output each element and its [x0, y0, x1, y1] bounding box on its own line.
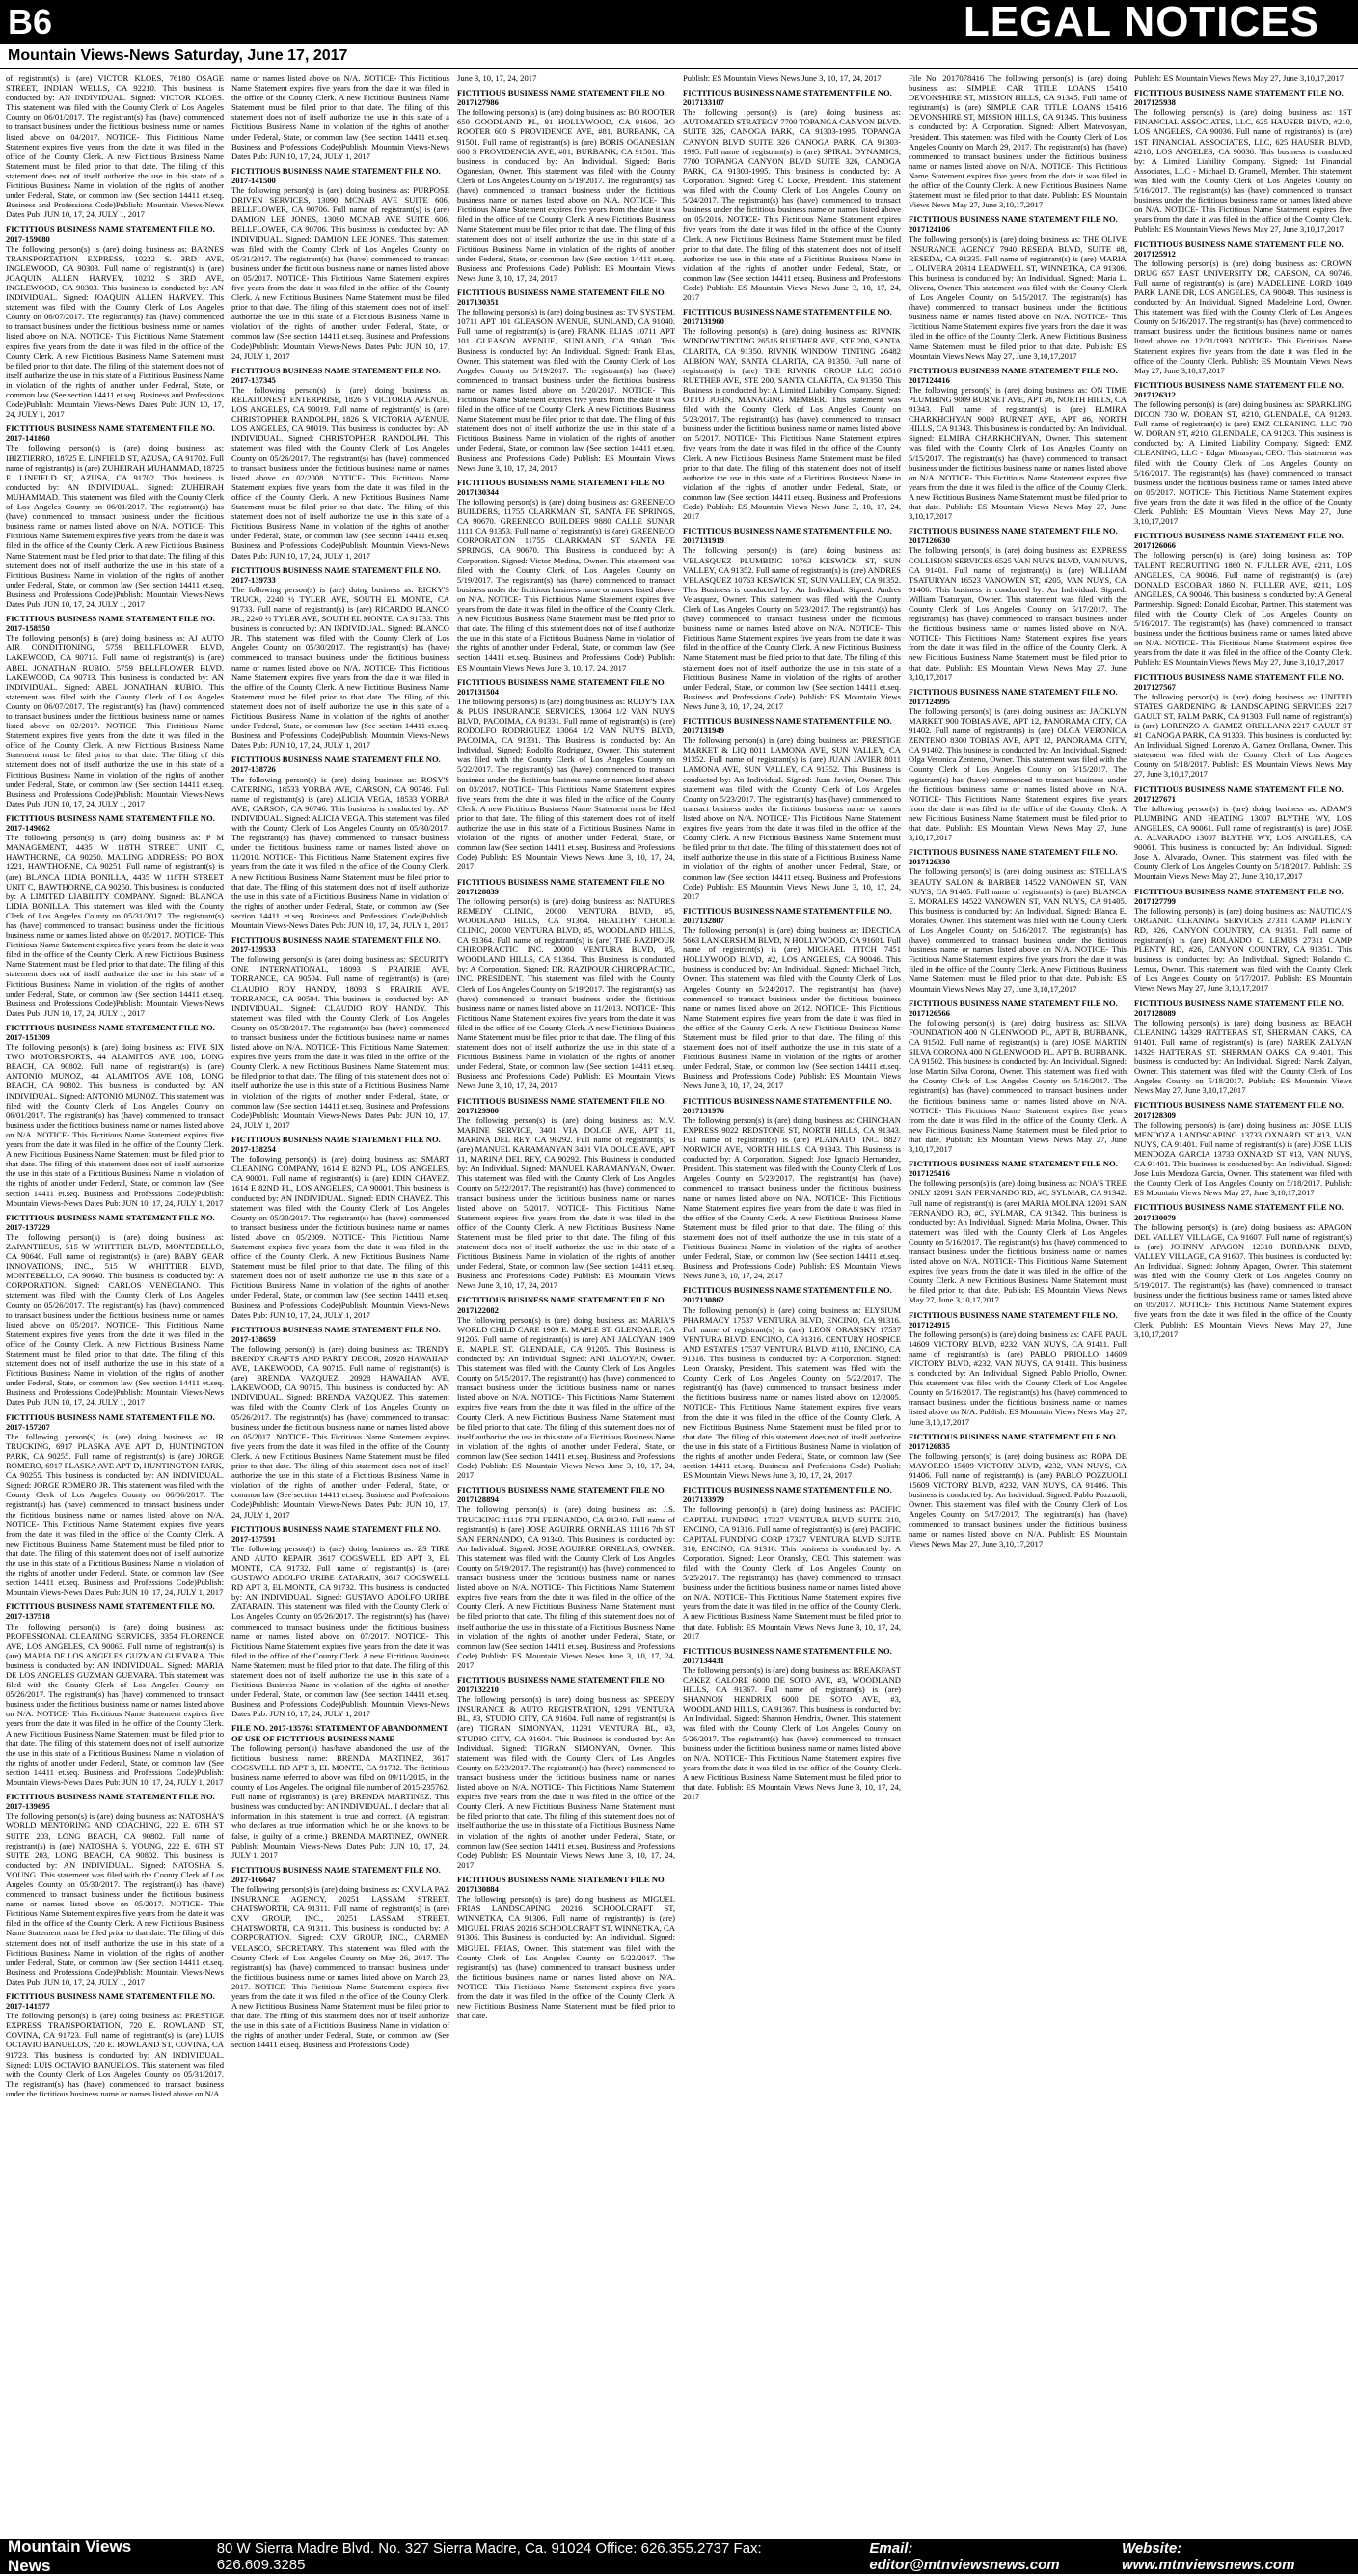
notice-body: The following person(s) is (are) doing business as: PROFESSIONAL CLEANING SERVICES, 3354 FLORENCE AVE, LOS ANGELES, CA 90063. Full name of registrant(s) is (are) MARIA DE LOS ANGELES GUZMAN GUEVARA. This business is conducted by: AN INDIVIDUAL. Signed: MARIA DE LOS ANGELES GUZMAN GUEVARA. This statement was filed with the County Clerk of Los Angeles County on 05/26/2017. The registrant(s) has (have) commenced to transact business under the fictitious business name or names listed above on N/A. NOTICE- This Fictitious Name Statement expires five years from the date it was filed in the office of the County Clerk. A new Fictitious Business Name Statement must be filed prior to that date. The filing of this statement does not of itself authorize the use in this state of a Fictitious Business Name in violation of the rights of another under Federal, State, or common law (See section 14411 et.seq. Business and Professions Code)Publish: Mountain Views-News Dates Pub: JUN 10, 17, 24, JULY 1, 2017	[6, 1621, 224, 1788]
legal-notice	[683, 73, 901, 83]
legal-notice	[457, 1295, 675, 1480]
legal-notice	[231, 366, 449, 561]
notice-body: June 3, 10, 17, 24, 2017	[457, 73, 537, 83]
notice-body: The following person(s) is (are) doing business as: ZS TIRE AND AUTO REPAIR, 3617 COGSWELL RD APT 3, EL MONTE, CA 91732. Full name of registrant(s) is (are) GUSTAVO ADOLFO URIBE ZATARAIN, 3617 COGSWELL RD APT 3, EL MONTE, CA 91732. This business is conducted by: AN INDIVIDUAL. Signed: GUSTAVO ADOLFO URIBE ZATARAIN. This statement was filed with the County Clerk of Los Angeles County on 05/26/2017. The registrant(s) has (have) commenced to transact business under the fictitious business name or names listed above on 07/2017. NOTICE- This Fictitious Name Statement expires five years from the date it was filed in the office of the County Clerk. A new Fictitious Business Name Statement must be filed prior to that date. The filing of this statement does not of itself authorize the use in this state of a Fictitious Business Name in violation of the rights of another under Federal, State, or common law (See section 14411 et.seq. Business and Professions Code)Publish: Mountain Views-News Dates Pub: JUN 10, 17, 24, JULY 1, 2017	[231, 1543, 449, 1719]
legal-notice	[231, 73, 449, 161]
notice-body: The following person(s) is (are) doing business as: MIGUEL FRIAS LANDSCAPING 20216 SCHOOLCRAFT ST, WINNETKA, CA 91306. Full name of registrant(s) is (are) MIGUEL FRIAS 20216 SCHOOLCRAFT ST, WINNETKA, CA 91306. This Business is conducted by: An Individual. Signed: MIGUEL FRIAS, Owner. This statement was filed with the County Clerk of Los Angeles County on 5/22/2017. The registrant(s) has (have) commenced to transact business under the fictitious business name or names listed above on N/A. NOTICE- This Fictitious Name Statement expires five years from the date it was filed in the office of the County Clerk. A new Fictitious Business Name Statement must be filed prior to that date.	[457, 1894, 675, 2021]
notice-body: The following person(s) is (are) doing business as: SPEEDY INSURANCE & AUTO REGISTRATION, 1291 VENTURA BL, #3, STUDIO CITY, CA 91604. Full name of registrant(s) is (are) TIGRAN SIMONYAN, 11291 VENTURA BL, #3, STUDIO CITY, CA 91604. This Business is conducted by: An Individual. Signed: TIGRAN SIMONYAN, Owner. This statement was filed with the County Clerk of Los Angeles County on 5/23/2017. The registrant(s) has (have) commenced to transact business under the fictitious business name or names listed above on N/A. NOTICE- This Fictitious Name Statement expires five years from the date it was filed in the office of the County Clerk. A new Fictitious Business Name Statement must be filed prior to that date. The filing of this statement does not of itself authorize the use in this state of a Fictitious Business Name in violation of the rights of another under Federal, State, or common law (See section 14411 et.seq. Business and Professions Code) Publish: ES Mountain Views News June 3, 10, 17, 24, 2017	[457, 1694, 675, 1870]
notice-body: The following person(s) is (are) doing business as: PACIFIC CAPITAL FUNDING 17327 VENTURA BLVD SUITE 310, ENCINO, CA 91316. Full name of registrant(s) is (are) PACIFIC CAPITAL FUNDING CORP 17327 VENTURA BLVD SUITE 310, ENCINO, CA 91316. This business is conducted by: A Corporation. Signed: Leon Oransky, CEO. This statement was filed with the County Clerk of Los Angeles County on 5/25/2017. The registrant(s) has (have) commenced to transact business under the fictitious business name or names listed above on N/A. NOTICE- This Fictitious Name Statement expires five years from the date it was filed in the office of the County Clerk. A new Fictitious Business Name Statement must be filed prior to that date. Publish: ES Mountain Views News June 3, 10, 17, 24, 2017	[683, 1504, 901, 1641]
notice-title: FICTITIOUS BUSINESS NAME STATEMENT FILE NO. 2017-138254	[231, 1134, 441, 1155]
notice-column	[683, 73, 901, 2532]
notice-title: FICTITIOUS BUSINESS NAME STATEMENT FILE NO. 2017-138726	[231, 754, 441, 775]
notice-title: FICTITIOUS BUSINESS NAME STATEMENT FILE NO. 2017124995	[909, 686, 1118, 706]
notice-title: FICTITIOUS BUSINESS NAME STATEMENT FILE NO. 2017128089	[1134, 998, 1344, 1018]
notice-body: The following person(s) is (are) doing business as: JR TRUCKING, 6917 PLASKA AVE APT D, HUNTINGTON PARK, CA 90255. Full name of registrant(s) is (are) JORGE ROMERO, 6917 PLASKA AVE APT D, HUNTINGTON PARK, CA 90255. This business is conducted by: AN INDIVIDUAL. Signed: JORGE ROMERO JR. This statement was filed with the County Clerk of Los Angeles County on 06/06/2017. The registrant(s) has (have) commenced to transact business under the fictitious business name or names listed above on N/A. NOTICE- This Fictitious Name Statement expires five years from the date it was filed in the office of the County Clerk. A new Fictitious Business Name Statement must be filed prior to that date. The filing of this statement does not of itself authorize the use in this state of a Fictitious Business Name in violation of the rights of another under Federal, State, or common law (See section 14411 et.seq. Business and Professions Code)Publish: Mountain Views-News Dates Pub: JUN 10, 17, 24, JULY 1, 2017	[6, 1431, 224, 1598]
notice-title: FICTITIOUS BUSINESS NAME STATEMENT FILE NO. 2017-159080	[6, 224, 215, 244]
legal-notice	[683, 88, 901, 302]
notice-title: FICTITIOUS BUSINESS NAME STATEMENT FILE NO. 2017132210	[457, 1675, 666, 1695]
notice-title: FICTITIOUS BUSINESS NAME STATEMENT FILE NO. 2017-141500	[231, 165, 441, 185]
notice-title: FICTITIOUS BUSINESS NAME STATEMENT FILE NO. 2017122082	[457, 1295, 666, 1315]
legal-notice	[457, 288, 675, 473]
legal-notice	[231, 1723, 449, 1859]
legal-notice	[909, 526, 1127, 682]
legal-notice	[1134, 531, 1352, 667]
notice-body: The following person(s) is (are) doing business as: ADAM'S PLUMBING AND HEATING 13007 BLYTHE WY, LOS ANGELES, CA 90061. Full name of registrant(s) is (are) JOSE A. ALVARADO 13007 BLYTHE WY, LOS ANGELES, CA 90061. This business is conducted by: An Individual. Signed: Jose A. Alvarado, Owner. This statement was filed with the County Clerk of Los Angeles County on 5/18/2017. Publish: ES Mountain Views News May 27, June 3,10,17,2017	[1134, 803, 1352, 882]
legal-notice	[231, 754, 449, 930]
notice-body: The following person(s) is (are) doing business as: AJ AUTO AIR CONDITIONING, 5759 BELLFLOWER BLVD, LAKEWOOD, CA 90713. Full name of registrant(s) is (are) ABEL JONATHAN RUBIO, 5759 BELLFLOWER BLVD, LAKEWOOD, CA 90713. This business is conducted by: AN INDIVIDUAL. Signed: ABEL JONATHAN RUBIO. This statement was filed with the County Clerk of Los Angeles County on 06/07/2017. The registrant(s) has (have) commenced to transact business under the fictitious business name or names listed above on 02/2017. NOTICE- This Fictitious Name Statement expires five years from the date it was filed in the office of the County Clerk. A new Fictitious Business Name Statement must be filed prior to that date. The filing of this statement does not of itself authorize the use in this state of a Fictitious Business Name in violation of the rights of another under Federal, State, or common law (See section 14411 et.seq. Business and Professions Code)Publish: Mountain Views-News Dates Pub: JUN 10, 17, 24, JULY 1, 2017	[6, 633, 224, 808]
notice-body: File No. 2017078416 The following person(s) is (are) doing business as: SIMPLE CAR TITLE LOANS 15410 DEVONSHIRE ST, MISSION HILLS, CA 91345. Full name of registrant(s) is (are) SIMPLE CAR TITLE LOANS 15416 DEVONSHIRE ST, MISSION HILLS, CA 91345. This business is conducted by: A Corporation. Signed: Albert Matevosyan, President. This statement was filed with the County Clerk of Los Angeles County on March 29, 2017. The registrant(s) has (have) commenced to transact business under the fictitious business name or names listed above on N/A. NOTICE- This Fictitious Name Statement expires five years from the date it was filed in the office of the County Clerk. A new Fictitious Business Name Statement must be filed prior to that date. Publish: ES Mountain Views News May 27, June 3,10,17,2017	[909, 73, 1127, 210]
notice-title: FICTITIOUS BUSINESS NAME STATEMENT FILE NO. 2017129980	[457, 1095, 666, 1115]
notice-title: FICTITIOUS BUSINESS NAME STATEMENT FILE NO. 2017127799	[1134, 886, 1344, 906]
footer-website[interactable]: Website: www.mtnviewsnews.com	[1121, 2540, 1295, 2573]
notice-title: FICTITIOUS BUSINESS NAME STATEMENT FILE NO. 2017130862	[683, 1285, 892, 1305]
notice-body: The following person(s) is (are) doing business as: FIVE SIX TWO MOTORSPORTS, 44 ALAMITOS AVE 108, LONG BEACH, CA 90802. Full name of registrant(s) is (are) ANTONIO MUNOZ, 44 ALAMITOS AVE 108, LONG BEACH, CA 90802. This business is conducted by: AN INDIVIDUAL. Signed: ANTONIO MUNOZ. This statement was filed with the County Clerk of Los Angeles County on 06/01/2017. The registrant(s) has (have) commenced to transact business under the fictitious business name or names listed above on N/A. NOTICE- This Fictitious Name Statement expires five years from the date it was filed in the office of the County Clerk. A new Fictitious Business Name Statement must be filed prior to that date. The filing of this statement does not of itself authorize the use in this state of a Fictitious Business Name in violation of the rights of another under Federal, State, or common law (See section 14411 et.seq. Business and Professions Code)Publish: Mountain Views-News Dates Pub: JUN 10, 17, 24, JULY 1, 2017	[6, 1042, 224, 1208]
notice-body: The following person(s) is (are) doing business as: ELYSIUM PHARMACY 17537 VENTURA BLVD, ENCINO, CA 91316. Full name of registrant(s) is (are) LEON ORANSKY 17537 VENTURA BLVD, ENCINO, CA 91316. CENTURY HOSPICE AND ESTATES 17537 VENTURA BLVD, #110, ENCINO, CA 91316. This business is conducted by: A Corporation. Signed: Leon Oransky, President. This statement was filed with the County Clerk of Los Angeles County on 5/22/2017. The registrant(s) has (have) commenced to transact business under the fictitious business name or names listed above on 12/2005. NOTICE- This Fictitious Name Statement expires five years from the date it was filed in the office of the County Clerk. A new Fictitious Business Name Statement must be filed prior to that date. The filing of this statement does not of itself authorize the use in this state of a Fictitious Business Name in violation of the rights of another under Federal, State, or common law (See section 14411 et.seq. Business and Professions Code) Publish: ES Mountain Views News June 3, 10, 17, 24, 2017	[683, 1304, 901, 1481]
notice-body: The following person(s) is (are) doing business as: ROSY'S CATERING, 18533 YORBA AVE, CARSON, CA 90746. Full name of registrant(s) is (are) ALICIA VEGA, 18533 YORBA AVE, CARSON, CA 90746. This business is conducted by: AN INDIVIDUAL. Signed: ALICIA VEGA. This statement was filed with the County Clerk of Los Angeles County on 05/30/2017. The registrant(s) has (have) commenced to transact business under the fictitious business name or names listed above on 11/2010. NOTICE- This Fictitious Name Statement expires five years from the date it was filed in the office of the County Clerk. A new Fictitious Business Name Statement must be filed prior to that date. The filing of this statement does not of itself authorize the use in this state of a Fictitious Business Name in violation of the rights of another under Federal, State, or common law (See section 14411 et.seq. Business and Professions Code)Publish: Mountain Views-News Dates Pub: JUN 10, 17, 24, JULY 1, 2017	[231, 774, 449, 930]
notice-title: FICTITIOUS BUSINESS NAME STATEMENT FILE NO. 2017125938	[1134, 88, 1344, 108]
legal-notice	[683, 906, 901, 1091]
legal-notice	[683, 526, 901, 711]
notice-body: The following person(s) is (are) doing business as: NAUTICA'S ORGANIC CLEANING SERVICES 27311 CAMP PLENTY RD, #26, CANYON COUNTRY, CA 91351. Full name of registrant(s) is (are) ROLANDO C. LEMUS 27311 CAMP PLENTY RD, #26, CANYON COUNTRY, CA 91351. This business is conducted by: An Individual. Signed: Rolando C. Lemus, Owner. This statement was filed with the County Clerk of Los Angeles County on 5/17/2017. Publish: ES Mountain Views News May 27, June 3,10,17,2017	[1134, 905, 1352, 994]
notice-title: FICTITIOUS BUSINESS NAME STATEMENT FILE NO. 2017131960	[683, 307, 892, 327]
notice-title: FICTITIOUS BUSINESS NAME STATEMENT FILE NO. 2017132807	[683, 905, 892, 925]
notice-body: The following person(s) is (are) doing business as: ZAPANTHEUS, 515 W WHITTIER BLVD, MONTEBELLO, CA 90640. Full name of registrant(s) is (are) BABY GEAR INNOVATIONS, INC., 515 W WHITTIER BLVD, MONTEBELLO, CA 90640. This business is conducted by: A CORPORATION. Signed: CARLOS VENEGIANO. This statement was filed with the County Clerk of Los Angeles County on 05/26/2017. The registrant(s) has (have) commenced to transact business under the fictitious business name or names listed above on 05/2017. NOTICE- This Fictitious Name Statement expires five years from the date it was filed in the office of the County Clerk. A new Fictitious Business Name Statement must be filed prior to that date. The filing of this statement does not of itself authorize the use in this state of a Fictitious Business Name in violation of the rights of another under Federal, State, or common law (See section 14411 et.seq. Business and Professions Code)Publish: Mountain Views-News Dates Pub: JUN 10, 17, 24, JULY 1, 2017	[6, 1231, 224, 1408]
notice-title: FICTITIOUS BUSINESS NAME STATEMENT FILE NO. 2017131949	[683, 716, 892, 736]
legal-notice	[6, 614, 224, 808]
footer-email[interactable]: Email: editor@mtnviewsnews.com	[869, 2540, 1060, 2573]
notice-title: FICTITIOUS BUSINESS NAME STATEMENT FILE NO. 2017-139733	[231, 564, 441, 585]
legal-notice	[909, 847, 1127, 993]
notice-title: FICTITIOUS BUSINESS NAME STATEMENT FILE NO. 2017134431	[683, 1645, 892, 1665]
notice-title: FICTITIOUS BUSINESS NAME STATEMENT FILE NO. 2017124106	[909, 214, 1118, 234]
notice-column	[231, 73, 449, 2532]
notice-body: The following person(s) is (are) doing business as: IBIZTIERRO, 18725 E. LINFIELD ST, AZUSA, CA 91702. Full name of registrant(s) is (are) ZUHEIRAH MUHAMMAD, 18725 E. LINFIELD ST, AZUSA, CA 91702. This business is conducted by: AN INDIVIDUAL. Signed: ZUHEIRAH MUHAMMAD. This statement was filed with the County Clerk of Los Angeles County on 06/01/2017. The registrant(s) has (have) commenced to transact business under the fictitious business name or names listed above on N/A. NOTICE- This Fictitious Name Statement expires five years from the date it was filed in the office of the County Clerk. A new Fictitious Business Name Statement must be filed prior to that date. The filing of this statement does not of itself authorize the use in this state of a Fictitious Business Name in violation of the rights of another under Federal, State, or common law (See section 14411 et.seq. Business and Professions Code)Publish: Mountain Views-News Dates Pub: JUN 10, 17, 24, JULY 1, 2017	[6, 443, 224, 609]
notice-body: The following person(s) is (are) doing business as: JOSE LUIS MENDOZA LANDSCAPING 13733 OXNARD ST #13, VAN NUYS, CA 91401. Full name of registrant(s) is (are) JOSE LUIS MENDOZA GARCIA 13733 OXNARD ST #13, VAN NUYS, CA 91401. This business is conducted by: An Individual. Signed: Jose Luis Mendoza Garcia, Owner. This statement was filed with the County Clerk of Los Angeles County on 5/18/2017. Publish: ES Mountain Views News May 27, June 3,10,17,2017	[1134, 1119, 1352, 1198]
notice-body: The following person(s) is (are) doing business as: PURPOSE DRIVEN SERVICES, 13090 MCNAB AVE SUITE 606, BELLFLOWER, CA 90706. Full name of registrant(s) is (are) DAMION LEE JONES, 13090 MCNAB AVE SUITE 606, BELLFLOWER, CA 90706. This business is conducted by: AN INDIVIDUAL. Signed: DAMION LEE JONES. This statement was filed with the County Clerk of Los Angeles County on 05/31/2017. The registrant(s) has (have) commenced to transact business under the fictitious business name or names listed above on 05/2017. NOTICE- This Fictitious Name Statement expires five years from the date it was filed in the office of the County Clerk. A new Fictitious Business Name Statement must be filed prior to that date. The filing of this statement does not of itself authorize the use in this state of a Fictitious Business Name in violation of the rights of another under Federal, State, or common law (See section 14411 et.seq. Business and Professions Code)Publish: Mountain Views-News Dates Pub: JUN 10, 17, 24, JULY 1, 2017	[231, 185, 449, 361]
legal-notice	[6, 73, 224, 219]
legal-notice	[1134, 73, 1352, 83]
notice-body: The following person(s) is (are) doing business as: STELLA'S BEAUTY SALON & BARBER 14522 VANOWEN ST, VAN NUYS, CA 91405. Full name of registrant(s) is (are) BLANCA E. MORALES 14522 VANOWEN ST, VAN NUYS, CA 91405. This business is conducted by: An Individual. Signed: Blanca E. Morales, Owner. This statement was filed with the County Clerk of Los Angeles County on 5/16/2017. The registrant(s) has (have) commenced to transact business under the fictitious business name or names listed above on N/A. NOTICE- This Fictitious Name Statement expires five years from the date it was filed in the office of the County Clerk. A new Fictitious Business Name Statement must be filed prior to that date. Publish: ES Mountain Views News May 27, June 3,10,17,2017	[909, 866, 1127, 994]
notice-body: The following person(s) is (are) doing business as: PRESTIGE MARKET & LIQ 8011 LAMONA AVE, SUN VALLEY, CA 91352. Full name of registrant(s) is (are) JUAN JAVIER 8011 LAMONA AVE, SUN VALLEY, CA 91352. This Business is conducted by: An Individual. Signed: Juan Javier, Owner. This statement was filed with the County Clerk of Los Angeles County on 5/23/2017. The registrant(s) has (have) commenced to transact business under the fictitious business name or names listed above on N/A. NOTICE- This Fictitious Name Statement expires five years from the date it was filed in the office of the County Clerk. A new Fictitious Business Name Statement must be filed prior to that date. The filing of this statement does not of itself authorize the use in this state of a Fictitious Business Name in violation of the rights of another under Federal, State, or common law (See section 14411 et.seq. Business and Professions Code) Publish: ES Mountain Views News June 3, 10, 17, 24, 2017	[683, 735, 901, 901]
notice-body: The following person(s) is (are) doing business as: P M MANAGEMENT, 4435 W 118TH STREET UNIT C, HAWTHORNE, CA 90250. MAILING ADDRESS: PO BOX 1221, HAWTHORNE, CA 90251. Full name of registrant(s) is (are) BLANCA LIDIA BONILLA, 4435 W 118TH STREET UNIT C, HAWTHORNE, CA 90250. This business is conducted by: A LIMITED LIABILITY COMPANY. Signed: BLANCA LIDIA BONILLA. This statement was filed with the County Clerk of Los Angeles County on 05/31/2017. The registrant(s) has (have) commenced to transact business under the fictitious business name or names listed above on 05/2017. NOTICE- This Fictitious Name Statement expires five years from the date it was filed in the office of the County Clerk. A new Fictitious Business Name Statement must be filed prior to that date. The filing of this statement does not of itself authorize the use in this state of a Fictitious Business Name in violation of the rights of another under Federal, State, or common law (See section 14411 et.seq. Business and Professions Code)Publish: Mountain Views-News Dates Pub: JUN 10, 17, 24, JULY 1, 2017	[6, 833, 224, 1018]
legal-notice	[457, 1675, 675, 1870]
notice-body: The following person(s) is (are) doing business as: CHINCHAN EXPRESS 9022 REDSTONE ST, NORTH HILLS, CA 91343. Full name of registrant(s) is (are) PLAINATO, INC. 8827 NORWICH AVE, NORTH HILLS, CA 91343. This Business is conducted by: A Corporation. Signed: Jose Ignacio Hernandez, President. This statement was filed with the County Clerk of Los Angeles County on 5/23/2017. The registrant(s) has (have) commenced to transact business under the fictitious business name or names listed above on N/A. NOTICE- This Fictitious Name Statement expires five years from the date it was filed in the office of the County Clerk. A new Fictitious Business Name Statement must be filed prior to that date. The filing of this statement does not of itself authorize the use in this state of a Fictitious Business Name in violation of the rights of another under Federal, State, or common law (See section 14411 et.seq. Business and Professions Code) Publish: ES Mountain Views News June 3, 10, 17, 24, 2017	[683, 1114, 901, 1281]
notice-title: FICTITIOUS BUSINESS NAME STATEMENT FILE NO. 2017-138659	[231, 1324, 441, 1344]
notice-body: The following person(s) is (are) doing business as: TV SYSTEM, 10711 APT 101 GLEASON AVENUE, SUNLAND, CA 91040. Full name of registrant(s) is (are) FRANK ELIAS 10711 APT 101 GLEASON AVENUE, SUNLAND, CA 91040. This Business is conducted by: An Individual. Signed: Frank Elias, Owner. This statement was filed with the County Clerk of Los Angeles County on 5/19/2017. The registrant(s) has (have) commenced to transact business under the fictitious business name or names listed above on 5/20/2017. NOTICE- This Fictitious Name Statement expires five years from the date it was filed in the office of the County Clerk. A new Fictitious Business Name Statement must be filed prior to that date. The filing of this statement does not of itself authorize the use in this state of a Fictitious Business Name in violation of the rights of another under Federal, State, or common law (See section 14411 et.seq. Business and Professions Code) Publish: ES Mountain Views News June 3, 10, 17, 24, 2017	[457, 307, 675, 473]
notice-title: FICTITIOUS BUSINESS NAME STATEMENT FILE NO. 2017125416	[909, 1159, 1118, 1179]
notice-body: The following person(s) is (are) doing business as: MARIA'S WORLD CHILD CARE 1909 E. MAPLE ST. GLENDALE, CA 91205. Full name of registrant(s) is (are) ANI JALOYAN 1909 E. MAPLE ST. GLENDALE, CA 91205. This Business is conducted by: An Individual. Signed: ANI JALOYAN, Owner. This statement was filed with the County Clerk of Los Angeles County on 5/15/2017. The registrant(s) has (have) commenced to transact business under the fictitious business name or names listed above on N/A. NOTICE- This Fictitious Name Statement expires five years from the date it was filed in the office of the County Clerk. A new Fictitious Business Name Statement must be filed prior to that date. The filing of this statement does not of itself authorize the use in this state of a Fictitious Business Name in violation of the rights of another under Federal, State, or common law (See section 14411 et.seq. Business and Professions Code) Publish: ES Mountain Views News June 3, 10, 17, 24, 2017	[457, 1314, 675, 1481]
notice-body: The following person(s) is (are) doing business as: AUTOMATED STRATEGY 7700 TOPANGA CANYON BLVD. SUITE 326, CANOGA PARK, CA 91303-1995. TOPANGA CANYON BLVD SUITE 326 CANOGA PARK, CA 91303-1995. Full name of registrant(s) is (are) SPIRAL DYNAMICS, 7700 TOPANGA CANYON BLVD SUITE 326, CANOGA PARK, CA 91303-1995. This business is conducted by: A Corporation. Signed: Greg C Locke, President. This statement was filed with the County Clerk of Los Angeles County on 5/24/2017. The registrant(s) has (have) commenced to transact business under the fictitious business name or names listed above on 05/2016. NOTICE- This Fictitious Name Statement expires five years from the date it was filed in the office of the County Clerk. A new Fictitious Business Name Statement must be filed prior to that date. The filing of this statement does not of itself authorize the use in this state of a Fictitious Business Name in violation of the rights of another under Federal, State, or common law (See section 14411 et.seq. Business and Professions Code) Publish: ES Mountain Views News June 3, 10, 17, 24, 2017	[683, 107, 901, 303]
notice-title: FICTITIOUS BUSINESS NAME STATEMENT FILE NO. 2017-139695	[6, 1792, 215, 1812]
header-rule	[0, 68, 1358, 69]
legal-notice	[231, 935, 449, 1130]
legal-notice	[231, 1524, 449, 1719]
legal-notice	[457, 877, 675, 1091]
notice-column	[457, 73, 675, 2532]
notice-body: The following person(s) is (are) doing business as: RUDY'S TAX & PLUS INSURANCE SERVICES, 13064 1/2 VAN NUYS BLVD, PACOIMA, CA 91331. Full name of registrant(s) is (are) RODOLFO RODRIGUEZ 13064 1/2 VAN NUYS BLVD, PACOIMA, CA 91331. This Business is conducted by: An Individual. Signed: Rodolfo Rodriguez, Owner. This statement was filed with the County Clerk of Los Angeles County on 5/22/2017. The registrant(s) has (have) commenced to transact business under the fictitious business name or names listed above on 03/2017. NOTICE- This Fictitious Name Statement expires five years from the date it was filed in the office of the County Clerk. A new Fictitious Business Name Statement must be filed prior to that date. The filing of this statement does not of itself authorize the use in this state of a Fictitious Business Name in violation of the rights of another under Federal, State, or common law (See section 14411 et.seq. Business and Professions Code) Publish: ES Mountain Views News June 3, 10, 17, 24, 2017	[457, 696, 675, 872]
page-number: B6	[8, 2, 53, 41]
legal-notice	[1134, 672, 1352, 780]
legal-notices-columns	[6, 73, 1352, 2532]
notice-body: The following person(s) is (are) doing business as: BREAKFAST CAKEZ GALORE 6000 DE SOTO AVE, #3, WOODLAND HILLS, CA 91367. Full name of registrant(s) is (are) SHANNON HENDRIX 6000 DE SOTO AVE, #3, WOODLAND HILLS, CA 91367. This business is conducted by: An Individual. Signed: Shannon Hendrix, Owner. This statement was filed with the County Clerk of Los Angeles County on 5/26/2017. The registrant(s) has (have) commenced to transact business under the fictitious business name or names listed above on N/A. NOTICE- This Fictitious Name Statement expires five years from the date it was filed in the office of the County Clerk. A new Fictitious Business Name Statement must be filed prior to that date. Publish: ES Mountain Views News June 3, 10, 17, 24, 2017	[683, 1664, 901, 1802]
notice-title: FILE NO. 2017-135761 STATEMENT OF ABANDONMENT OF USE OF FICTITIOUS BUSINESS NAME	[231, 1723, 448, 1743]
notice-title: FICTITIOUS BUSINESS NAME STATEMENT FILE NO. 2017130344	[457, 477, 666, 497]
notice-body: The following person(s) is (are) doing business as: BARNES TRANSPORTATION EXPRESS, 10232 S. 3RD AVE, INGLEWOOD, CA 90303. Full name of registrant(s) is (are) JOAQUIN ALLEN HARVEY, 10232 S 3RD AVE, INGLEWOOD, CA 90303. This business is conducted by: AN INDIVIDUAL. Signed: JOAQUIN ALLEN HARVEY. This statement was filed with the County Clerk of Los Angeles County on 06/07/2017. The registrant(s) has (have) commenced to transact business under the fictitious business name or names listed above on N/A. NOTICE- This Fictitious Name Statement expires five years from the date it was filed in the office of the County Clerk. A new Fictitious Business Name Statement must be filed prior to that date. The filing of this statement does not of itself authorize the use in this state of a Fictitious Business Name in violation of the rights of another under Federal, State, or common law (See section 14411 et.seq. Business and Professions Code)Publish: Mountain Views-News Dates Pub: JUN 10, 17, 24, JULY 1, 2017	[6, 243, 224, 420]
notice-body: of registrant(s) is (are) VICTOR KLOES, 76180 OSAGE STREET, INDIAN WELLS, CA 92210. This business is conducted by: AN INDIVIDUAL. Signed: VICTOR KLOES. This statement was filed with the County Clerk of Los Angeles County on 06/01/2017. The registrant(s) has (have) commenced to transact business under the fictitious business name or names listed above on 04/2017. NOTICE- This Fictitious Name Statement expires five years from the date it was filed in the office of the County Clerk. A new Fictitious Business Name Statement must be filed prior to that date. The filing of this statement does not of itself authorize the use in this state of a Fictitious Business Name in violation of the rights of another under Federal, State, or common law (See section 14411 et.seq. Business and Professions Code)Publish: Mountain Views-News Dates Pub: JUN 10, 17, 24, JULY 1, 2017	[6, 73, 224, 220]
legal-notice	[683, 716, 901, 901]
notice-title: FICTITIOUS BUSINESS NAME STATEMENT FILE NO. 2017126066	[1134, 531, 1344, 551]
legal-notice	[909, 214, 1127, 360]
notice-title: FICTITIOUS BUSINESS NAME STATEMENT FILE NO. 2017131504	[457, 676, 666, 697]
notice-title: FICTITIOUS BUSINESS NAME STATEMENT FILE NO. 2017130079	[1134, 1202, 1344, 1222]
notice-body: The following person(s) is (are) doing business as: CAFE PAUL 14609 VICTORY BLVD, #232, VAN NUYS, CA 91411. Full name of registrant(s) is (are) PABLO PRIOLLO 14609 VICTORY BLVD, #232, VAN NUYS, CA 91411. This business is conducted by: An Individual. Signed: Pablo Priollo, Owner. This statement was filed with the County Clerk of Los Angeles County on 5/16/2017. The registrant(s) has (have) commenced to transact business under the fictitious business name or names listed above on N/A. Publish: ES Mountain Views News May 27, June 3,10,17,2017	[909, 1329, 1127, 1427]
notice-title: FICTITIOUS BUSINESS NAME STATEMENT FILE NO. 2017124915	[909, 1309, 1118, 1329]
notice-body: The following person(s) is (are) doing business as: APAGON DEL VALLEY VILLAGE, CA 91607. Full name of registrant(s) is (are) JOHNNY APAGON 12310 BURBANK BLVD, VALLEY VILLAGE, CA 91607. This business is conducted by: An Individual. Signed: Johnny Apagon, Owner. This statement was filed with the County Clerk of Los Angeles County on 5/19/2017. The registrant(s) has (have) commenced to transact business under the fictitious business name or names listed above on 05/2017. NOTICE- This Fictitious Name Statement expires five years from the date it was filed in the office of the County Clerk. Publish: ES Mountain Views News May 27, June 3,10,17,2017	[1134, 1221, 1352, 1339]
notice-body: The following person(s) is (are) doing business as: ON TIME PLUMBING 9009 BURNET AVE, APT #6, NORTH HILLS, CA 91343. Full name of registrant(s) is (are) ELMIRA CHARKHCHYAN 9009 BURNET AVE, APT #6, NORTH HILLS, CA 91343. This business is conducted by: An Individual. Signed: ELMIRA CHARKHCHYAN, Owner. This statement was filed with the County Clerk of Los Angeles County on 5/15/2017. The registrant(s) has (have) commenced to transact business under the fictitious business name or names listed above on N/A. NOTICE- This Fictitious Name Statement expires five years from the date it was filed in the office of the County Clerk. A new Fictitious Business Name Statement must be filed prior to that date. Publish: ES Mountain Views News May 27, June 3,10,17,2017	[909, 384, 1127, 522]
notice-body: The following person(s) is (are) doing business as: BEACH CLEANING 14329 HATTERAS ST, SHERMAN OAKS, CA 91401. Full name of registrant(s) is (are) NAREK ZALYAN 14329 HATTERAS ST, SHERMAN OAKS, CA 91401. This business is conducted by: An Individual. Signed: Narek Zalyan, Owner. This statement was filed with the County Clerk of Los Angeles County on 5/18/2017. Publish: ES Mountain Views News May 27, June 3,10,17,2017	[1134, 1017, 1352, 1096]
notice-title: FICTITIOUS BUSINESS NAME STATEMENT FILE NO. 2017133107	[683, 88, 892, 108]
notice-body: The following person(s) is (are) doing business as: RIVNIK WINDOW TINTING 26516 RUETHER AVE, STE 200, SANTA CLARITA, CA 91350. RIVNIK WINDOW TINTING 26482 ALBION WAY, SANTA CLARITA, CA 91350. Full name of registrant(s) is (are) THE RIVNIK GROUP LLC 26516 RUETHER AVE, STE 200, SANTA CLARITA, CA 91350. This Business is conducted by: A Limited Liability Company. Signed: OTTO JOHN, MANAGING MEMBER. This statement was filed with the County Clerk of Los Angeles County on 5/23/2017. The registrant(s) has (have) commenced to transact business under the fictitious business name or names listed above on 5/2017. NOTICE- This Fictitious Name Statement expires five years from the date it was filed in the office of the County Clerk. A new Fictitious Business Name Statement must be filed prior to that date. The filing of this statement does not of itself authorize the use in this state of a Fictitious Business Name in violation of the rights of another under Federal, State, or common law (See section 14411 et.seq. Business and Professions Code) Publish: ES Mountain Views News June 3, 10, 17, 24, 2017	[683, 326, 901, 522]
notice-body: The following person(s) is (are) doing business as: EXPRESS COLLISION SERVICES 6525 VAN NUYS BLVD, VAN NUYS, CA 91401. Full name of registrant(s) is (are) WILLIAM TSATURYAN 16523 VANOWEN ST, #205, VAN NUYS, CA 91406. This business is conducted by: An Individual. Signed: William Tsaturyan, Owner. This statement was filed with the County Clerk of Los Angeles County on 5/17/2017. The registrant(s) has (have) commenced to transact business under the fictitious business name or names listed above on N/A. NOTICE- This Fictitious Name Statement expires five years from the date it was filed in the office of the County Clerk. A new Fictitious Business Name Statement must be filed prior to that date. Publish: ES Mountain Views News May 27, June 3,10,17,2017	[909, 545, 1127, 682]
legal-notice	[909, 1432, 1127, 1548]
legal-notice	[457, 73, 675, 83]
notice-column	[1134, 73, 1352, 2532]
legal-notice	[231, 1135, 449, 1320]
legal-notice	[1134, 1202, 1352, 1338]
notice-title: FICTITIOUS BUSINESS NAME STATEMENT FILE NO. 2017126312	[1134, 379, 1344, 399]
legal-notice	[231, 1325, 449, 1520]
notice-body: The following person(s) is (are) doing business as: SPARKLING DICON 730 W. DORAN ST, #210, GLENDALE, CA 91203. Full name of registrant(s) is (are) EMZ CLEANING, LLC 730 W. DORAN ST, #210, GLENDALE, CA 91203. This business is conducted by: A Limited Liability Company. Signed: EMZ CLEANING, LLC - Edgar Minasyan, CEO. This statement was filed with the County Clerk of Los Angeles County on 5/16/2017. The registrant(s) has (have) commenced to transact business under the fictitious business name or names listed above on 05/2017. NOTICE- This Fictitious Name Statement expires five years from the date it was filed in the office of the County Clerk. Publish: ES Mountain Views News May 27, June 3,10,17,2017	[1134, 399, 1352, 527]
notice-title: FICTITIOUS BUSINESS NAME STATEMENT FILE NO. 2017-137591	[231, 1523, 441, 1544]
notice-body: The following person(s) is (are) doing business as: RELATIONEST ENTERPRISE, 1826 S VICTORIA AVENUE, LOS ANGELES, CA 90019. Full name of registrant(s) is (are) CHRISTOPHER RANDOLPH, 1826 S. VICTORIA AVENUE, LOS ANGELES, CA 90019. This business is conducted by: AN INDIVIDUAL. Signed: CHRISTOPHER RANDOLPH. This statement was filed with the County Clerk of Los Angeles County on 05/26/2017. The registrant(s) has (have) commenced to transact business under the fictitious business name or names listed above on 02/2008. NOTICE- This Fictitious Name Statement expires five years from the date it was filed in the office of the County Clerk. A new Fictitious Business Name Statement must be filed prior to that date. The filing of this statement does not of itself authorize the use in this state of a Fictitious Business Name in violation of the rights of another under Federal, State, or common law (See section 14411 et.seq. Business and Professions Code)Publish: Mountain Views-News Dates Pub: JUN 10, 17, 24, JULY 1, 2017	[231, 384, 449, 561]
notice-title: FICTITIOUS BUSINESS NAME STATEMENT FILE NO. 2017-137229	[6, 1212, 215, 1232]
notice-body: Publish: ES Mountain Views News May 27, June 3,10,17,2017	[1134, 73, 1344, 83]
notice-body: The following person(s) is (are) doing business as: VELASQUEZ PLUMBING 10763 KESWICK ST, SUN VALLEY, CA 91352. Full name of registrant(s) is (are) ANDRES VELASQUEZ 10763 KESWICK ST, SUN VALLEY, CA 91352. This Business is conducted by: An Individual. Signed: Andres Velasquez, Owner. This statement was filed with the County Clerk of Los Angeles County on 5/23/2017. The registrant(s) has (have) commenced to transact business under the fictitious business name or names listed above on N/A. NOTICE- This Fictitious Name Statement expires five years from the date it was filed in the office of the County Clerk. A new Fictitious Business Name Statement must be filed prior to that date. The filing of this statement does not of itself authorize the use in this state of a Fictitious Business Name in violation of the rights of another under Federal, State, or common law (See section 14411 et.seq. Business and Professions Code) Publish: ES Mountain Views News June 3, 10, 17, 24, 2017	[683, 545, 901, 711]
notice-title: FICTITIOUS BUSINESS NAME STATEMENT FILE NO. 2017-137345	[231, 365, 441, 385]
notice-body: The following person(s) is (are) doing business as: IDECTICA 5663 LANKERSHIM BLVD, N HOLLYWOOD, CA 91601. Full name of registrant(s) is (are) MICHAEL FITCH 7451 HOLLYWOOD BLVD, #2, LOS ANGELES, CA 90046. This business is conducted by: An Individual. Signed: Michael Fitch, Owner. This statement was filed with the County Clerk of Los Angeles County on 5/24/2017. The registrant(s) has (have) commenced to transact business under the fictitious business name or names listed above on 2012. NOTICE- This Fictitious Name Statement expires five years from the date it was filed in the office of the County Clerk. A new Fictitious Business Name Statement must be filed prior to that date. The filing of this statement does not of itself authorize the use in this state of a Fictitious Business Name in violation of the rights of another under Federal, State, or common law (See section 14411 et.seq. Business and Professions Code) Publish: ES Mountain Views News June 3, 10, 17, 24, 2017	[683, 924, 901, 1091]
notice-body: The following person(s) is (are) doing business as: SECURITY ONE INTERNATIONAL, 18093 S PRAIRIE AVE, TORRANCE, CA 90504. Full name of registrant(s) is (are) CLAUDIO ROY HANDY, 18093 S PRAIRIE AVE, TORRANCE, CA 90504. This business is conducted by: AN INDIVIDUAL. Signed: CLAUDIO ROY HANDY. This statement was filed with the County Clerk of Los Angeles County on 05/30/2017. The registrant(s) has (have) commenced to transact business under the fictitious business name or names listed above on N/A. NOTICE- This Fictitious Name Statement expires five years from the date it was filed in the office of the County Clerk. A new Fictitious Business Name Statement must be filed prior to that date. The filing of this statement does not of itself authorize the use in this state of a Fictitious Business Name in violation of the rights of another under Federal, State, or common law (See section 14411 et.seq. Business and Professions Code)Publish: Mountain Views-News Dates Pub: JUN 10, 17, 24, JULY 1, 2017	[231, 954, 449, 1130]
notice-body: The following person(s) is (are) doing business as: THE OLIVE INSURANCE AGENCY 7940 RESEDA BLVD, SUITE #8, RESEDA, CA 91335. Full name of registrant(s) is (are) MARIA L OLIVERA 20314 LEADWELL ST, WINNETKA, CA 91306. This business is conducted by: An Individual. Signed: Maria L. Olivera, Owner. This statement was filed with the County Clerk of Los Angeles County on 5/15/2017. The registrant(s) has (have) commenced to transact business under the fictitious business name or names listed above on N/A. NOTICE- This Fictitious Name Statement expires five years from the date it was filed in the office of the County Clerk. A new Fictitious Business Name Statement must be filed prior to that date. Publish: ES Mountain Views News May 27, June 3,10,17,2017	[909, 233, 1127, 361]
notice-body: The following person(s) is (are) doing business as: ROPA DE MAYOREO 15609 VICTORY BLVD, #232, VAN NUYS, CA 91406. Full name of registrant(s) is (are) PABLO POZZUOLI 15609 VICTORY BLVD, #232, VAN NUYS, CA 91406. This business is conducted by: An Individual. Signed: Pablo Pozzuoli, Owner. This statement was filed with the County Clerk of Los Angeles County on 5/17/2017. The registrant(s) has (have) commenced to transact business under the fictitious business name or names listed above on N/A. Publish: ES Mountain Views News May 27, June 3,10,17,2017	[909, 1450, 1127, 1548]
notice-body: The following person(s) has/have abandoned the use of the fictitious business name: BRENDA MARTINEZ, 3617 COGSWELL RD APT 3, EL MONTE, CA 91732. The fictitious business name referred to above was filed on 09/11/2015, in the county of Los Angeles. The original file number of 2015-235762. Full name of registrant(s) is (are) BRENDA MARTINEZ. This business was conducted by: AN INDIVIDUAL. I declare that all information in this statement is true and correct. (A registrant who declares as true information which he or she knows to be false, is guilty of a crime.) BRENDA MARTINEZ, OWNER. Publish: Mountain Views-News Dates Pub: JUN 10, 17, 24, JULY 1, 2017	[231, 1742, 449, 1860]
dateline: Mountain Views-News Saturday, June 17, 2017	[8, 47, 348, 64]
legal-notice	[1134, 1100, 1352, 1197]
legal-notice	[683, 1646, 901, 1802]
legal-notice	[909, 687, 1127, 843]
notice-title: FICTITIOUS BUSINESS NAME STATEMENT FILE NO. 2017-106647	[231, 1864, 441, 1884]
legal-notice	[457, 88, 675, 283]
notice-title: FICTITIOUS BUSINESS NAME STATEMENT FILE NO. 2017-139533	[231, 935, 441, 955]
notice-title: FICTITIOUS BUSINESS NAME STATEMENT FILE NO. 2017133979	[683, 1485, 892, 1505]
notice-body: The following person(s) is (are) doing business as: CROWN DRUG 657 EAST UNIVERSITY DR, CARSON, CA 90746. Full name of registrant(s) is (are) MADELEINE LORD 1049 PARK LANE DR, LOS ANGELES, CA 90049. This business is conducted by: An Individual. Signed: Madeleine Lord, Owner. This statement was filed with the County Clerk of Los Angeles County on 5/16/2017. The registrant(s) has (have) commenced to transact business under the fictitious business name or names listed above on 12/31/1993. NOTICE- This Fictitious Name Statement expires five years from the date it was filed in the office of the County Clerk. Publish: ES Mountain Views News May 27, June 3,10,17,2017	[1134, 258, 1352, 375]
notice-title: FICTITIOUS BUSINESS NAME STATEMENT FILE NO. 2017130351	[457, 287, 666, 308]
legal-notice	[683, 1485, 901, 1641]
legal-notice	[6, 1213, 224, 1408]
legal-notice	[909, 366, 1127, 522]
legal-notice	[6, 224, 224, 419]
notice-title: FICTITIOUS BUSINESS NAME STATEMENT FILE NO. 2017126630	[909, 526, 1118, 546]
notice-title: FICTITIOUS BUSINESS NAME STATEMENT FILE NO. 2017127567	[1134, 671, 1344, 692]
notice-title: FICTITIOUS BUSINESS NAME STATEMENT FILE NO. 2017-158550	[6, 614, 215, 634]
legal-notice	[909, 73, 1127, 209]
notice-body: The following person(s) is (are) doing business as: TOP TALENT RECRUITING 1860 N. FULLER AVE, #211, LOS ANGELES, CA 90046. Full name of registrant(s) is (are) DONALD ESCOBAR 1860 N. FULLER AVE, #211, LOS ANGELES, CA 90046. This business is conducted by: A General Partnership. Signed: Donald Escobar, Partner. This statement was filed with the County Clerk of Los Angeles County on 5/16/2017. The registrant(s) has (have) commenced to transact business under the fictitious business name or names listed above on N/A. NOTICE- This Fictitious Name Statement expires five years from the date it was filed in the office of the County Clerk. Publish: ES Mountain Views News May 27, June 3,10,17,2017	[1134, 550, 1352, 668]
notice-body: The following person(s) is (are) doing business as: NATURES REMEDY CLINIC, 20000 VENTURA BLVD, #5, WOODLAND HILLS, CA 91364. HEALTHY CHOICE CLINIC, 20000 VENTURA BLVD, #5, WOODLAND HILLS, CA 91364. Full name of registrant(s) is (are) THE RAZIPOUR CHIROPRACTIC INC. 20000 VENTURA BLVD, #5, WOODLAND HILLS, CA 91364. This Business is conducted by: A Corporation. Signed: DR. RAZIPOUR CHIROPRACTIC, INC. PRESIDENT. This statement was filed with the County Clerk of Los Angeles County on 5/19/2017. The registrant(s) has (have) commenced to transact business under the fictitious business name or names listed above on 11/2013. NOTICE- This Fictitious Name Statement expires five years from the date it was filed in the office of the County Clerk. A new Fictitious Business Name Statement must be filed prior to that date. The filing of this statement does not of itself authorize the use in this state of a Fictitious Business Name in violation of the rights of another under Federal, State, or common law (See section 14411 et.seq. Business and Professions Code) Publish: ES Mountain Views News June 3, 10, 17, 24, 2017	[457, 895, 675, 1091]
notice-body: The following person(s) is (are) doing business as: NOA'S TREE ONLY 12091 SAN FERNANDO RD, #C, SYLMAR, CA 91342. Full name of registrant(s) is (are) MARIA MOLINA 12091 SAN FERNANDO RD, #C, SYLMAR, CA 91342. This business is conducted by: An Individual. Signed: Maria Molina, Owner. This statement was filed with the County Clerk of Los Angeles County on 5/16/2017. The registrant(s) has (have) commenced to transact business under the fictitious business name or names listed above on N/A. NOTICE- This Fictitious Name Statement expires five years from the date it was filed in the office of the County Clerk. A new Fictitious Business Name Statement must be filed prior to that date. Publish: ES Mountain Views News May 27, June 3,10,17,2017	[909, 1178, 1127, 1305]
legal-notice	[1134, 239, 1352, 375]
legal-notice	[457, 1485, 675, 1670]
notice-body: The following person(s) is (are) doing business as: RICKY'S TRUCK, 2240 ½ TYLER AVE, SOUTH EL MONTE, CA 91733. Full name of registrant(s) is (are) RICARDO BLANCO JR., 2240 ½ TYLER AVE, SOUTH EL MONTE, CA 91733. This business is conducted by: AN INDIVIDUAL. Signed: BLANCO JR. This statement was filed with the County Clerk of Los Angeles County on 05/30/2017. The registrant(s) has (have) commenced to transact business under the fictitious business name or names listed above on N/A. NOTICE- This Fictitious Name Statement expires five years from the date it was filed in the office of the County Clerk. A new Fictitious Business Name Statement must be filed prior to that date. The filing of this statement does not of itself authorize the use in this state of a Fictitious Business Name in violation of the rights of another under Federal, State, or common law (See section 14411 et.seq. Business and Professions Code)Publish: Mountain Views-News Dates Pub: JUN 10, 17, 24, JULY 1, 2017	[231, 584, 449, 751]
notice-title: FICTITIOUS BUSINESS NAME STATEMENT FILE NO. 2017-151309	[6, 1022, 215, 1042]
legal-notice	[231, 166, 449, 361]
notice-body: The following person(s) is (are) doing business as: BO ROOTER 650 GOODLAND PL, 91 HOLLYWOOD, CA 91606. BO ROOTER 600 S PROVIDENCE AVE, #81, BURBANK, CA 91501. Full name of registrant(s) is (are) BORIS OGANESIAN 600 S PROVIDENCIA AVE, #81, BURBANK, CA 91501. This business is conducted by: An Individual. Signed: Boris Oganesian, Owner. This statement was filed with the County Clerk of Los Angeles County on 5/19/2017. The registrant(s) has (have) commenced to transact business under the fictitious business name or names listed above on N/A. NOTICE- This Fictitious Name Statement expires five years from the date it was filed in the office of the County Clerk. A new Fictitious Business Name Statement must be filed prior to that date. The filing of this statement does not of itself authorize the use in this state of a Fictitious Business Name in violation of the rights of another under Federal, State, or common law (See section 14411 et.seq. Business and Professions Code) Publish: ES Mountain Views News June 3, 10, 17, 24, 2017	[457, 107, 675, 283]
notice-title: FICTITIOUS BUSINESS NAME STATEMENT FILE NO. 2017128839	[457, 876, 666, 896]
notice-column	[909, 73, 1127, 2532]
footer-paper-name: Mountain Views News	[8, 2537, 132, 2575]
section-title: LEGAL NOTICES	[963, 0, 1319, 45]
notice-title: FICTITIOUS BUSINESS NAME STATEMENT FILE NO. 2017127986	[457, 88, 666, 108]
notice-body: The following person(s) is (are) doing business as: NATOSHA'S WORLD MENTORING AND COACHING, 222 E. 6TH ST SUITE 203, LONG BEACH, CA 90802. Full name of registrant(s) is (are) NATOSHA S. YOUNG, 222 E. 6TH ST SUITE 203, LONG BEACH, CA 90802. This business is conducted by: AN INDIVIDUAL. Signed: NATOSHA S. YOUNG. This statement was filed with the County Clerk of Los Angeles County on 05/30/2017. The registrant(s) has (have) commenced to transact business under the fictitious business name or names listed above on 05/2017. NOTICE- This Fictitious Name Statement expires five years from the date it was filed in the office of the County Clerk. A new Fictitious Business Name Statement must be filed prior to that date. The filing of this statement does not of itself authorize the use in this state of a Fictitious Business Name in violation of the rights of another under Federal, State, or common law (See section 14411 et.seq. Business and Professions Code)Publish: Mountain Views-News Dates Pub: JUN 10, 17, 24, JULY 1, 2017	[6, 1811, 224, 1987]
legal-notice	[6, 813, 224, 1018]
legal-notice	[6, 1792, 224, 1987]
notice-title: FICTITIOUS BUSINESS NAME STATEMENT FILE NO. 2017126566	[909, 998, 1118, 1018]
notice-title: FICTITIOUS BUSINESS NAME STATEMENT FILE NO. 2017-157207	[6, 1411, 215, 1432]
legal-notice	[457, 478, 675, 672]
notice-body: The following person(s) is (are) doing business as: SILVA FOUNDATION 400 N GLENWOOD PL, APT B, BURBANK, CA 91502. Full name of registrant(s) is (are) JOSE MARTIN SILVA CORONA 400 N GLENWOOD PL, APT B, BURBANK, CA 91502. This business is conducted by: An Individual. Signed: Jose Martin Silva Corona, Owner. This statement was filed with the County Clerk of Los Angeles County on 5/16/2017. The registrant(s) has (have) commenced to transact business under the fictitious business name or names listed above on N/A. NOTICE- This Fictitious Name Statement expires five years from the date it was filed in the office of the County Clerk. A new Fictitious Business Name Statement must be filed prior to that date. Publish: ES Mountain Views News May 27, June 3,10,17,2017	[909, 1017, 1127, 1155]
notice-title: FICTITIOUS BUSINESS NAME STATEMENT FILE NO. 2017-149062	[6, 812, 215, 834]
legal-notice	[909, 999, 1127, 1155]
notice-title: FICTITIOUS BUSINESS NAME STATEMENT FILE NO. 2017128894	[457, 1485, 666, 1505]
legal-notice	[457, 1875, 675, 2020]
notice-body: The following person(s) is (are) doing business as: J.S. TRUCKING 11116 7TH FERNANDO, CA 91340. Full name of registrant(s) is (are) JOSE AGUIRRE ORNELAS 11116 7th ST SAN FERNANDO, CA 91340. This Business is conducted by: An Individual. Signed: JOSE AGUIRRE ORNELAS, OWNER. This statement was filed with the County Clerk of Los Angeles County on 5/19/2017. The registrant(s) has (have) commenced to transact business under the fictitious business name or names listed above on N/A. NOTICE- This Fictitious Name Statement expires five years from the date it was filed in the office of the County Clerk. A new Fictitious Business Name Statement must be filed prior to that date. The filing of this statement does not of itself authorize the use in this state of a Fictitious Business Name in violation of the rights of another under Federal, State, or common law (See section 14411 et.seq. Business and Professions Code) Publish: ES Mountain Views News June 3, 10, 17, 24, 2017	[457, 1504, 675, 1670]
legal-notice	[1134, 380, 1352, 526]
legal-notice	[683, 1285, 901, 1480]
notice-title: FICTITIOUS BUSINESS NAME STATEMENT FILE NO. 2017128309	[1134, 1100, 1344, 1120]
notice-body: The following person(s) is (are) doing business as: PRESTIGE EXPRESS TRANSPORTATION, 720 E. ROWLAND ST, COVINA, CA 91723. Full name of registrant(s) is (are) LUIS OCTAVIO BANUELOS, 720 E. ROWLAND ST, COVINA, CA 91723. This business is conducted by: AN INDIVIDUAL. Signed: LUIS OCTAVIO BANUELOS. This statement was filed with the County Clerk of Los Angeles County on 05/31/2017. The registrant(s) has (have) commenced to transact business under the fictitious business name or names listed above on N/A.	[6, 2011, 224, 2098]
notice-body: The following person(s) is (are) doing business as: CXV LA PAZ INSURANCE AGENCY, 20251 LASSAM STREET, CHATSWORTH, CA 91311. Full name of registrant(s) is (are) CXV GROUP, INC., 20251 LASSAM STREET, CHATSWORTH, CA 91311. This business is conducted by: A CORPORATION. Signed: CXV GROUP, INC., CARMEN VELASCO, SECRETARY. This statement was filed with the County Clerk of Los Angeles County on May 26, 2017. The registrant(s) has (have) commenced to transact business under the fictitious business name or names listed above on March 23, 2017. NOTICE- This Fictitious Name Statement expires five years from the date it was filed in the office of the County Clerk. A new Fictitious Business Name Statement must be filed prior to that date. The filing of this statement does not of itself authorize the use in this state of a Fictitious Business Name in violation of the rights of another under Federal, State, or common law (See section 14411 et.seq. Business and Professions Code)	[231, 1883, 449, 2050]
legal-notice	[6, 1023, 224, 1208]
legal-notice	[231, 565, 449, 751]
notice-title: FICTITIOUS BUSINESS NAME STATEMENT FILE NO. 2017131976	[683, 1095, 892, 1115]
legal-notice	[909, 1310, 1127, 1427]
legal-notice	[909, 1159, 1127, 1304]
notice-title: FICTITIOUS BUSINESS NAME STATEMENT FILE NO. 2017125912	[1134, 238, 1344, 259]
legal-notice	[457, 1096, 675, 1291]
footer-address: 80 W Sierra Madre Blvd. No. 327 Sierra Madre, Ca. 91024 Office: 626.355.2737 Fax: 626.609.3285	[216, 2540, 762, 2573]
notice-body: The following person(s) is (are) doing business as: GREENECO BUILDERS, 11755 CLARKMAN ST, SANTA FE SPRINGS, CA 90670. GREENECO BUILDERS 9880 CALLE SUNAR 1111 CA 91353. Full name of registrant(s) is (are) GREENECO CORPORATION 11755 CLARKMAN ST SANTA FE SPRINGS, CA 90670. This Business is conducted by: A Corporation. Signed: Victor Medina, Owner. This statement was filed with the County Clerk of Los Angeles County on 5/19/2017. The registrant(s) has (have) commenced to transact business under the fictitious business name or names listed above on N/A. NOTICE- This Fictitious Name Statement expires five years from the date it was filed in the office of the County Clerk. A new Fictitious Business Name Statement must be filed prior to that date. The filing of this statement does not of itself authorize the use in this state of a Fictitious Business Name in violation of the rights of another under Federal, State, or common law (See section 14411 et.seq. Business and Professions Code) Publish: ES Mountain Views News June 3, 10, 17, 24, 2017	[457, 496, 675, 672]
notice-body: The following person(s) is (are) doing business as: TRENDY BRENDY CRAFTS AND PARTY DECOR, 20928 HAWAIIAN AVE, LAKEWOOD, CA 90715. Full name of registrant(s) is (are) BRENDA VAZQUEZ, 20928 HAWAIIAN AVE, LAKEWOOD, CA 90715. This business is conducted by: AN INDIVIDUAL. Signed: BRENDA VAZQUEZ. This statement was filed with the County Clerk of Los Angeles County on 05/26/2017. The registrant(s) has (have) commenced to transact business under the fictitious business name or names listed above on 05/2017. NOTICE- This Fictitious Name Statement expires five years from the date it was filed in the office of the County Clerk. A new Fictitious Business Name Statement must be filed prior to that date. The filing of this statement does not of itself authorize the use in this state of a Fictitious Business Name in violation of the rights of another under Federal, State, or common law (See section 14411 et.seq. Business and Professions Code)Publish: Mountain Views-News Dates Pub: JUN 10, 17, 24, JULY 1, 2017	[231, 1343, 449, 1520]
legal-notice	[1134, 784, 1352, 882]
notice-body: The following person(s) is (are) doing business as: SMART CLEANING COMPANY, 1614 E 82ND PL, LOS ANGELES, CA 90001. Full name of registrant(s) is (are) EDIN CHAVEZ, 1614 E 82ND PL, LOS ANGELES, CA 90001. This business is conducted by: AN INDIVIDUAL. Signed: EDIN CHAVEZ. This statement was filed with the County Clerk of Los Angeles County on 05/30/2017. The registrant(s) has (have) commenced to transact business under the fictitious business name or names listed above on 05/2009. NOTICE- This Fictitious Name Statement expires five years from the date it was filed in the office of the County Clerk. A new Fictitious Business Name Statement must be filed prior to that date. The filing of this statement does not of itself authorize the use in this state of a Fictitious Business Name in violation of the rights of another under Federal, State, or common law (See section 14411 et.seq. Business and Professions Code)Publish: Mountain Views-News Dates Pub: JUN 10, 17, 24, JULY 1, 2017	[231, 1154, 449, 1320]
legal-notice	[6, 424, 224, 609]
notice-body: name or names listed above on N/A. NOTICE- This Fictitious Name Statement expires five years from the date it was filed in the office of the County Clerk. A new Fictitious Business Name Statement must be filed prior to that date. The filing of this statement does not of itself authorize the use in this state of a Fictitious Business Name in violation of the rights of another under Federal, State, or common law (See section 14411 et.seq. Business and Professions Code)Publish: Mountain Views-News Dates Pub: JUN 10, 17, 24, JULY 1, 2017	[231, 73, 449, 161]
notice-title: FICTITIOUS BUSINESS NAME STATEMENT FILE NO. 2017-137518	[6, 1602, 215, 1622]
legal-notice	[1134, 999, 1352, 1096]
notice-body: The following person(s) is (are) doing business as: M.V. MARINE SERVICE, 3401 VIA DOLCE AVE, APT 11, MARINA DEL REY, CA 90292. Full name of registrant(s) is (are) MANUEL KARAMANYAN 3401 VIA DOLCE AVE, APT 11, MARINA DEL REY, CA 90292. This Business is conducted by: An Individual. Signed: MANUEL KARAMANYAN, Owner. This statement was filed with the County Clerk of Los Angeles County on 5/22/2017. The registrant(s) has (have) commenced to transact business under the fictitious business name or names listed above on 5/2017. NOTICE- This Fictitious Name Statement expires five years from the date it was filed in the office of the County Clerk. A new Fictitious Business Name Statement must be filed prior to that date. The filing of this statement does not of itself authorize the use in this state of a Fictitious Business Name in violation of the rights of another under Federal, State, or common law (See section 14411 et.seq. Business and Professions Code) Publish: ES Mountain Views News June 3, 10, 17, 24, 2017	[457, 1114, 675, 1291]
notice-title: FICTITIOUS BUSINESS NAME STATEMENT FILE NO. 2017124416	[909, 365, 1118, 385]
notice-title: FICTITIOUS BUSINESS NAME STATEMENT FILE NO. 2017-141577	[6, 1991, 215, 2012]
notice-column	[6, 73, 224, 2532]
notice-title: FICTITIOUS BUSINESS NAME STATEMENT FILE NO. 2017-141860	[6, 424, 215, 444]
legal-notice	[1134, 887, 1352, 994]
legal-notice	[6, 1412, 224, 1598]
notice-body: The following person(s) is (are) doing business as: JACKLYN MARKET 900 TOBIAS AVE, APT 12, PANORAMA CITY, CA 91402. Full name of registrant(s) is (are) OLGA VERONICA ZENTENO 8300 TOBIAS AVE, APT 12, PANORAMA CITY, CA 91402. This business is conducted by: An Individual. Signed: Olga Veronica Zenteno, Owner. This statement was filed with the County Clerk of Los Angeles County on 5/15/2017. The registrant(s) has (have) commenced to transact business under the fictitious business name or names listed above on N/A. NOTICE- This Fictitious Name Statement expires five years from the date it was filed in the office of the County Clerk. A new Fictitious Business Name Statement must be filed prior to that date. Publish: ES Mountain Views News May 27, June 3,10,17,2017	[909, 705, 1127, 843]
legal-notice	[6, 1602, 224, 1787]
legal-notice	[6, 1991, 224, 2098]
legal-notice	[231, 1865, 449, 2050]
notice-title: FICTITIOUS BUSINESS NAME STATEMENT FILE NO. 2017131919	[683, 526, 892, 546]
legal-notice	[683, 307, 901, 521]
page-footer	[0, 2539, 1358, 2574]
legal-notice	[683, 1096, 901, 1281]
notice-body: Publish: ES Mountain Views News June 3, 10, 17, 24, 2017	[683, 73, 882, 83]
notice-title: FICTITIOUS BUSINESS NAME STATEMENT FILE NO. 2017127671	[1134, 783, 1344, 804]
notice-body: The following person(s) is (are) doing business as: UNITED STATES GARDENING & LANDSCAPING SERVICES 2217 GAULT ST, PALM PARK, CA 91303. Full name of registrant(s) is (are) LORENZO A. GAMEZ ORELLANA 2217 GAULT ST #1 CANOGA PARK, CA 91303. This business is conducted by: An Individual. Signed: Lorenzo A. Gamez Orellana, Owner. This statement was filed with the County Clerk of Los Angeles County on 5/18/2017. Publish: ES Mountain Views News May 27, June 3,10,17,2017	[1134, 691, 1352, 780]
notice-title: FICTITIOUS BUSINESS NAME STATEMENT FILE NO. 2017126835	[909, 1431, 1118, 1451]
notice-title: FICTITIOUS BUSINESS NAME STATEMENT FILE NO. 2017126330	[909, 847, 1118, 867]
notice-title: FICTITIOUS BUSINESS NAME STATEMENT FILE NO. 2017130884	[457, 1874, 666, 1894]
legal-notice	[457, 677, 675, 872]
notice-body: The following person(s) is (are) doing business as: 1ST FINANCIAL ASSOCIATES, LLC, 625 HAUSER BLVD, #210, LOS ANGELES, CA 90036. Full name of registrant(s) is (are) 1ST FINANCIAL ASSOCIATES, LLC, 625 HAUSER BLVD, #210, LOS ANGELES, CA 90036. This business is conducted by: A Limited Liability Company. Signed: 1st Financial Associates, LLC - Michael D. Gramell, Member. This statement was filed with the County Clerk of Los Angeles County on 5/16/2017. The registrant(s) has (have) commenced to transact business under the fictitious business name or names listed above on N/A. NOTICE- This Fictitious Name Statement expires five years from the date it was filed in the office of the County Clerk. Publish: ES Mountain Views News May 27, June 3,10,17,2017	[1134, 107, 1352, 234]
page-header	[0, 0, 1358, 44]
legal-notice	[1134, 88, 1352, 233]
